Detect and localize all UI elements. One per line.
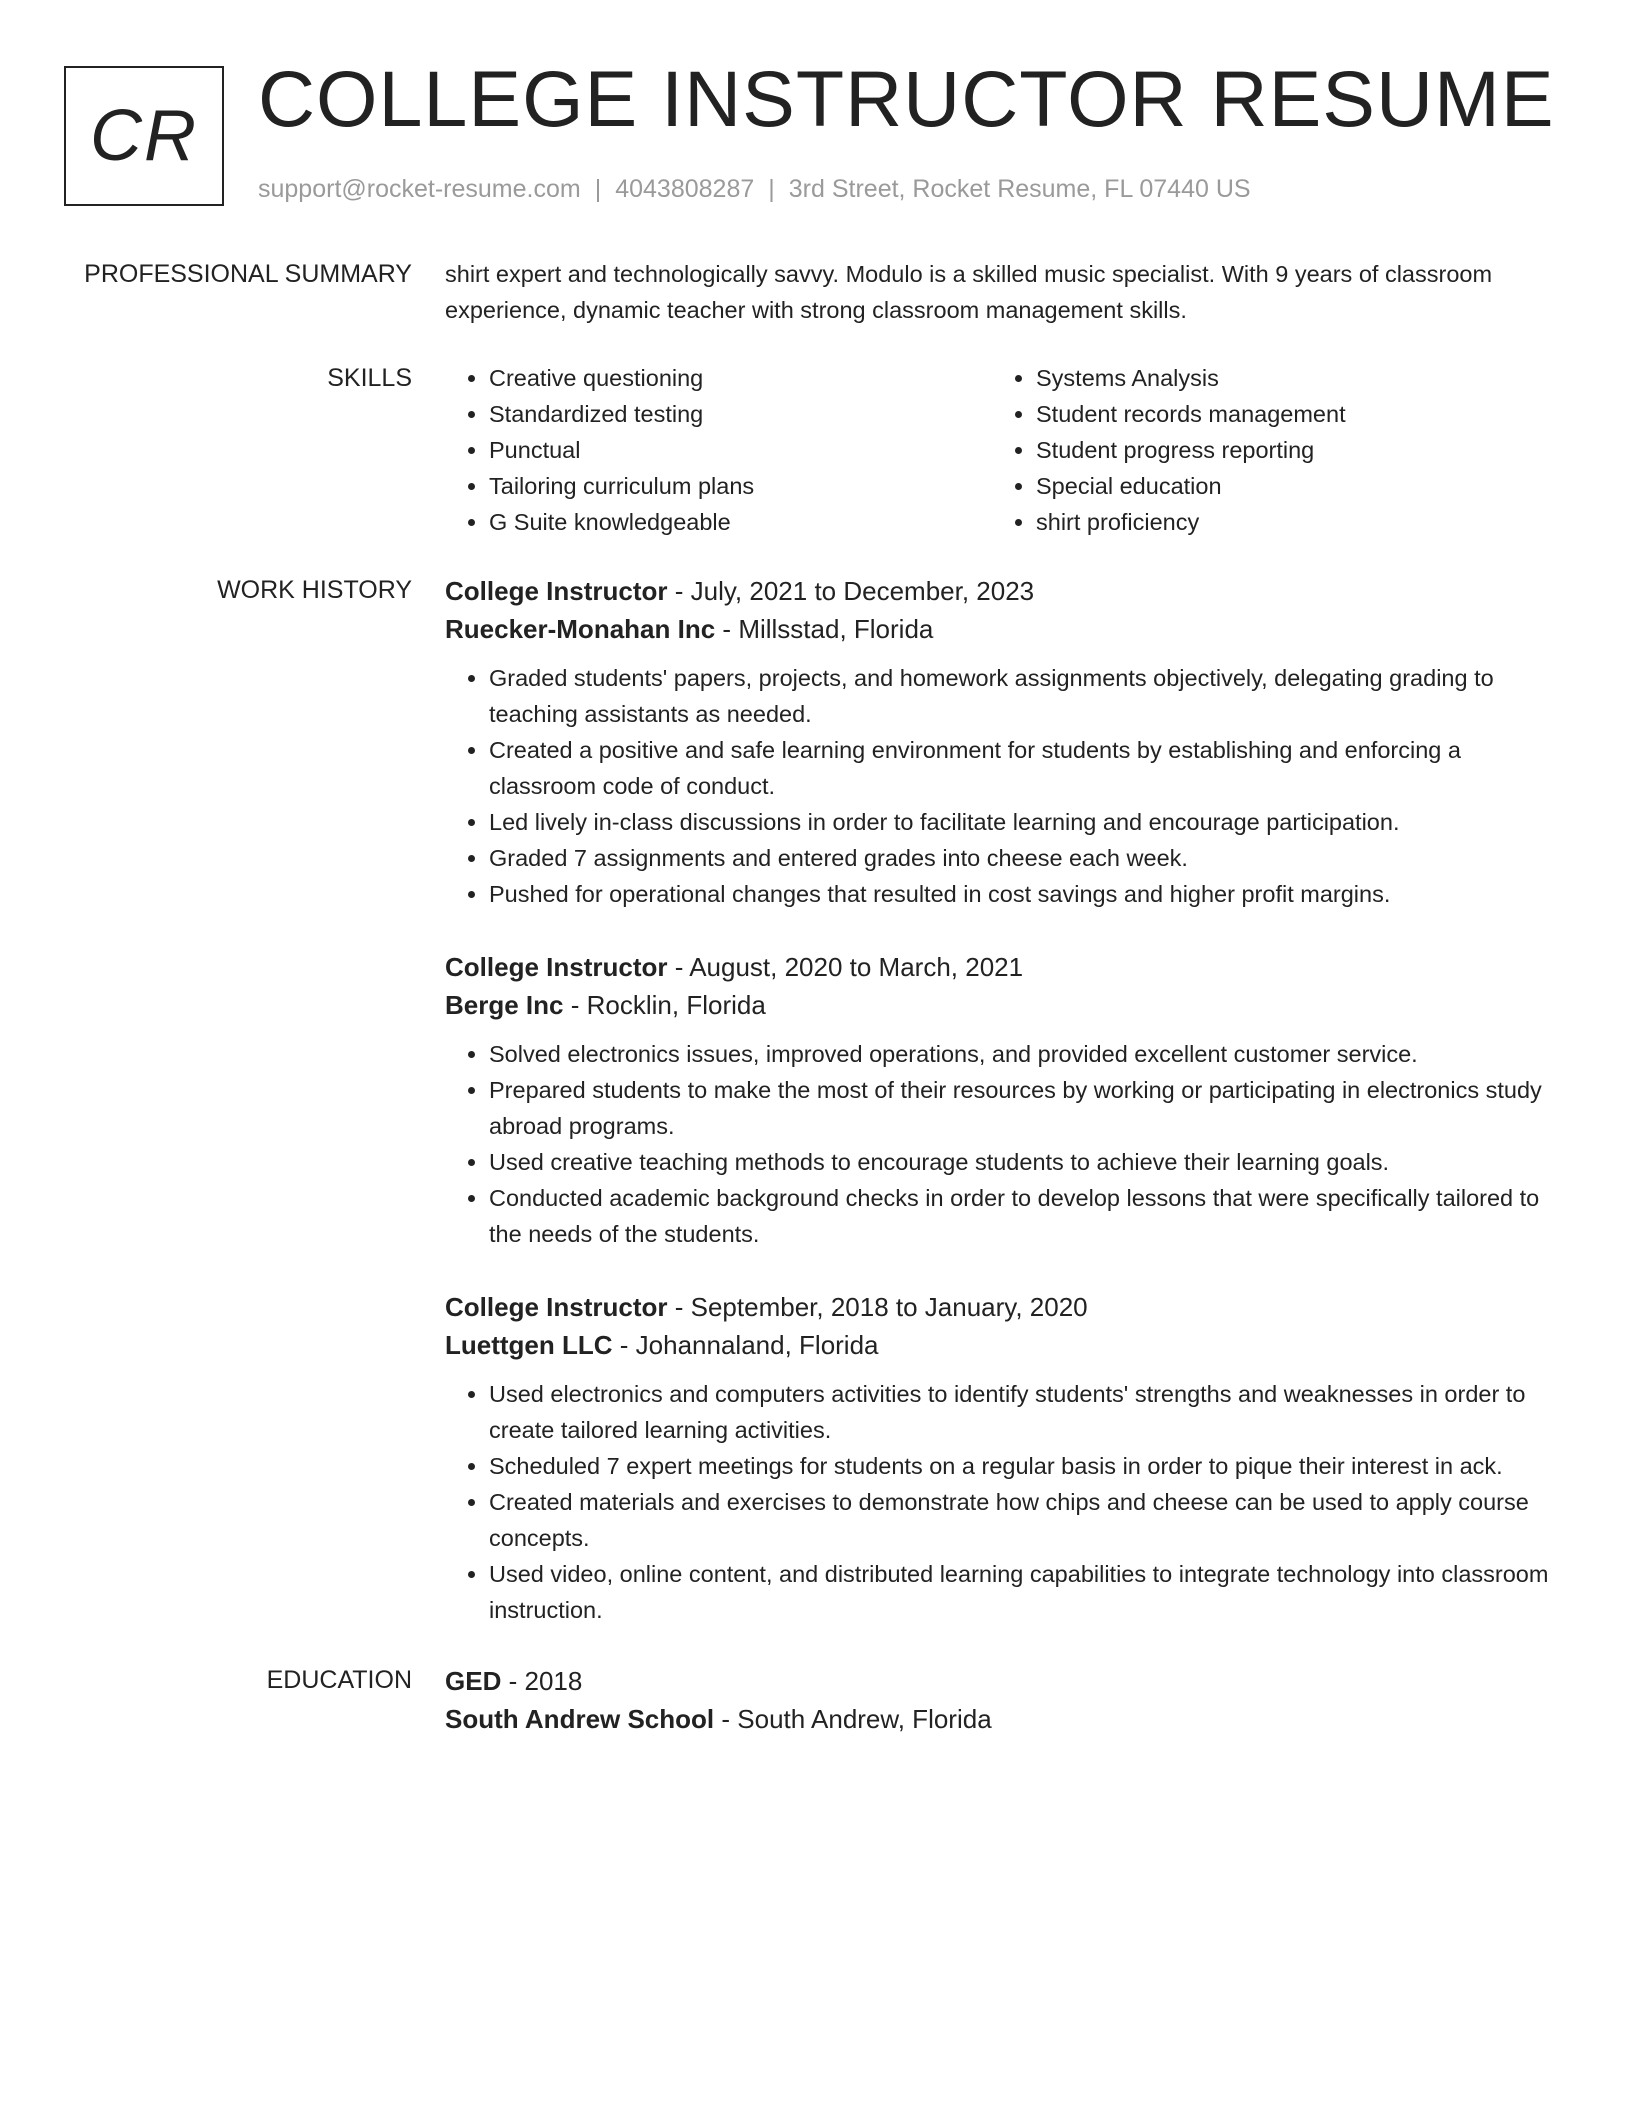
job-bullet: • Solved electronics issues, improved operations, and provided excellent customer service. [489,1036,1560,1072]
dash: - [508,1666,518,1696]
section-label-work-history: WORK HISTORY [217,576,412,604]
skill-item: • Creative questioning [489,360,985,396]
dash: - [674,952,684,982]
skill-item: • Punctual [489,432,985,468]
contact-line [258,174,1251,204]
job-title-line [445,1288,1560,1326]
job-bullets [445,1036,1560,1252]
job-title: College Instructor [445,576,668,606]
contact-phone[interactable]: 4043808287 [615,175,755,203]
education-section [445,1662,1560,1738]
job-bullet: • Led lively in-class discussions in order to facilitate learning and encourage participation. [489,804,1560,840]
skill-item: • shirt proficiency [1036,504,1532,540]
skills-column-right [992,360,1532,540]
dash: - [674,1292,684,1322]
education-degree-line [445,1662,1560,1700]
skill-item: • Student records management [1036,396,1532,432]
section-label-education: EDUCATION [266,1666,412,1694]
contact-separator: | [594,175,602,203]
summary-section [445,256,1560,328]
section-label-skills: SKILLS [327,364,412,392]
skill-item: • Tailoring curriculum plans [489,468,985,504]
job-entry [445,572,1560,912]
job-bullet: • Conducted academic background checks in order to develop lessons that were specifically tailored to the needs of the students. [489,1180,1560,1252]
skill-item: • Student progress reporting [1036,432,1532,468]
education-degree: GED [445,1666,502,1696]
monogram-logo: CR [64,66,224,206]
job-dates: August, 2020 to March, 2021 [689,952,1024,982]
dash: - [570,990,580,1020]
job-bullet: • Pushed for operational changes that resulted in cost savings and higher profit margins. [489,876,1560,912]
job-title-line [445,572,1560,610]
job-dates: July, 2021 to December, 2023 [690,576,1035,606]
job-location: Millsstad, Florida [738,614,934,644]
work-history-section [445,572,1560,1672]
job-bullets [445,1376,1560,1628]
contact-address: 3rd Street, Rocket Resume, FL 07440 US [788,175,1251,203]
job-bullet: • Scheduled 7 expert meetings for students on a regular basis in order to pique their interest in ack. [489,1448,1560,1484]
job-company: Ruecker-Monahan Inc [445,614,716,644]
skill-item: • G Suite knowledgeable [489,504,985,540]
job-company-line [445,610,1560,648]
contact-separator: | [768,175,775,203]
section-label-summary: PROFESSIONAL SUMMARY [84,260,412,288]
job-entry [445,948,1560,1252]
job-company-line [445,986,1560,1024]
skill-item: • Special education [1036,468,1532,504]
education-school-line [445,1700,1560,1738]
education-year: 2018 [524,1666,583,1696]
job-entry [445,1288,1560,1628]
dash: - [721,1704,731,1734]
summary-text: shirt expert and technologically savvy. Modulo is a skilled music specialist. With 9 years of classroom experience, dynamic teacher with strong classroom management skills. [445,261,1493,323]
job-location: Rocklin, Florida [586,990,766,1020]
contact-email[interactable]: support@rocket-resume.com [258,175,581,203]
job-dates: September, 2018 to January, 2020 [690,1292,1088,1322]
job-bullet: • Graded 7 assignments and entered grades into cheese each week. [489,840,1560,876]
job-title: College Instructor [445,1292,668,1322]
job-bullet: • Used creative teaching methods to encourage students to achieve their learning goals. [489,1144,1560,1180]
job-bullet: • Created materials and exercises to demonstrate how chips and cheese can be used to apply course concepts. [489,1484,1560,1556]
job-company: Luettgen LLC [445,1330,613,1360]
job-title: College Instructor [445,952,668,982]
skill-item: • Standardized testing [489,396,985,432]
job-company: Berge Inc [445,990,564,1020]
job-bullets [445,660,1560,912]
dash: - [722,614,732,644]
job-bullet: • Used electronics and computers activities to identify students' strengths and weaknesses in order to create tailored learning activities. [489,1376,1560,1448]
dash: - [619,1330,629,1360]
page-title: COLLEGE INSTRUCTOR RESUME [258,54,1555,143]
skills-section [445,360,1560,540]
education-location: South Andrew, Florida [737,1704,992,1734]
skill-item: • Systems Analysis [1036,360,1532,396]
job-bullet: • Created a positive and safe learning environment for students by establishing and enforcing a classroom code of conduct. [489,732,1560,804]
job-location: Johannaland, Florida [635,1330,879,1360]
dash: - [674,576,684,606]
job-bullet: • Graded students' papers, projects, and homework assignments objectively, delegating grading to teaching assistants as needed. [489,660,1560,732]
job-bullet: • Used video, online content, and distributed learning capabilities to integrate technology into classroom instruction. [489,1556,1560,1628]
job-company-line [445,1326,1560,1364]
education-school: South Andrew School [445,1704,715,1734]
job-title-line [445,948,1560,986]
job-bullet: • Prepared students to make the most of their resources by working or participating in electronics study abroad programs. [489,1072,1560,1144]
skills-column-left [445,360,985,540]
